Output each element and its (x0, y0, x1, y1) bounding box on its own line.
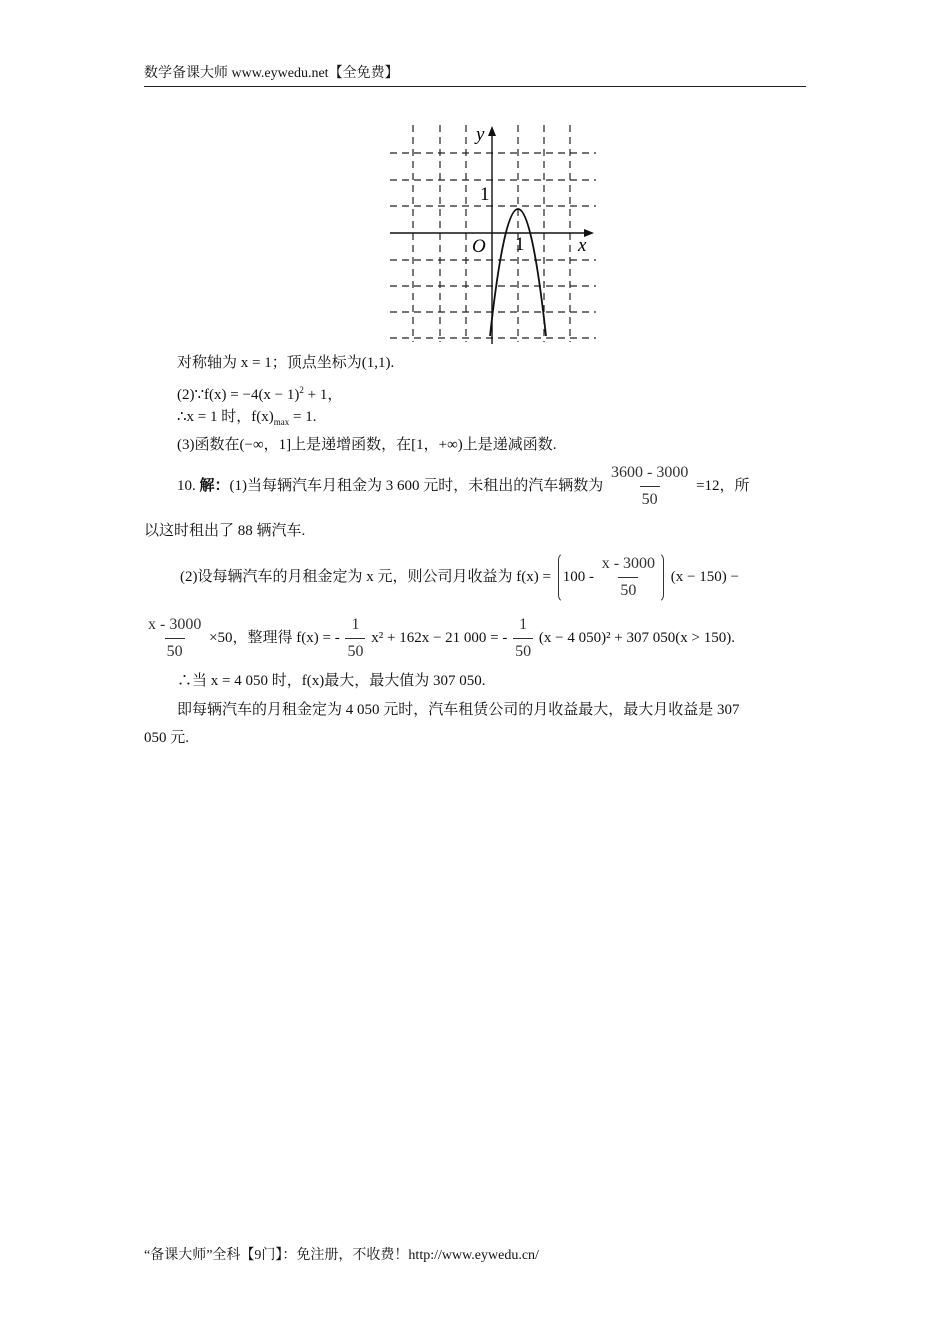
q3-fraction-1 (146, 614, 203, 663)
therefore-max-line (177, 406, 316, 433)
part2-tail: + 1， (303, 387, 343, 403)
q2-fraction-numerator: x - 3000 (601, 555, 656, 572)
q3-fraction-3-numerator: 1 (519, 616, 528, 633)
q5-line: 即每辆汽车的月租金定为 4 050 元时，汽车租赁公司的月收益最大，最大月收益是 307 (177, 702, 740, 718)
part2-text: (2)∵f(x) = −4(x − 1) (177, 387, 300, 403)
q3-fraction-2-numerator: 1 (351, 616, 360, 633)
axis-of-symmetry-line: 对称轴为 x = 1；顶点坐标为(1,1). (177, 355, 395, 371)
page-footer: “备课大师”全科【9门】：免注册，不收费！http://www.eywedu.cn/ (144, 1248, 539, 1263)
q2-fraction (600, 553, 657, 602)
q3-line (144, 614, 735, 663)
q3-fraction-1-denominator: 50 (165, 638, 185, 663)
q2-after: (x − 150) − (670, 568, 739, 585)
q10-fraction-denominator: 50 (640, 486, 660, 511)
q10-solution-label: 解： (199, 477, 230, 494)
q2-line (180, 552, 739, 603)
q3-fraction-2 (345, 614, 365, 663)
q10-fraction (609, 462, 690, 511)
q3-middle-text: ×50，整理得 f(x) = - (209, 629, 340, 646)
q3-tail: (x − 4 050)² + 307 050(x > 150). (538, 629, 735, 646)
q3-fraction-3-denominator: 50 (513, 638, 533, 663)
therefore-max-text: ∴x = 1 时，f(x) (177, 409, 274, 425)
x-axis-label: x (578, 235, 587, 256)
q3-fraction-1-numerator: x - 3000 (148, 616, 202, 633)
origin-label: O (472, 236, 486, 257)
y-tick-label: 1 (480, 184, 490, 205)
q4-line: ∴当 x = 4 050 时，f(x)最大，最大值为 307 050. (177, 673, 486, 689)
page-header: 数学备课大师 www.eywedu.net【全免费】 (144, 64, 806, 87)
q3-fraction-2-denominator: 50 (345, 638, 365, 663)
part2-line (177, 379, 342, 406)
q10-after-fraction: =12，所 (696, 477, 750, 494)
q3-fraction-3 (513, 614, 533, 663)
q10-fraction-numerator: 3600 - 3000 (611, 464, 689, 481)
q10-number: 10. (177, 477, 196, 494)
max-subscript: max (273, 417, 290, 427)
therefore-max-tail: = 1. (289, 409, 317, 425)
parabola-graph (388, 122, 600, 344)
x-tick-label: 1 (515, 234, 525, 255)
q10-line2: 以这时租出了 88 辆汽车. (144, 523, 306, 539)
q10-text: (1)当每辆汽车月租金为 3 600 元时，未租出的汽车辆数为 (229, 477, 604, 494)
q2-paren-text: 100 - (562, 568, 594, 585)
q2-fraction-denominator: 50 (618, 577, 638, 602)
part3-line: (3)函数在(−∞，1]上是递增函数，在[1，+∞)上是递减函数. (177, 437, 557, 453)
q2-text: (2)设每辆汽车的月租金定为 x 元，则公司月收益为 f(x) = (180, 568, 551, 585)
q6-line: 050 元. (144, 730, 190, 746)
y-axis-label: y (476, 124, 485, 145)
part2-exponent: 2 (299, 385, 304, 395)
q10-line (177, 462, 750, 511)
q3-middle-text-2: x² + 162x − 21 000 = - (371, 629, 508, 646)
q2-parenthesis (558, 552, 664, 603)
